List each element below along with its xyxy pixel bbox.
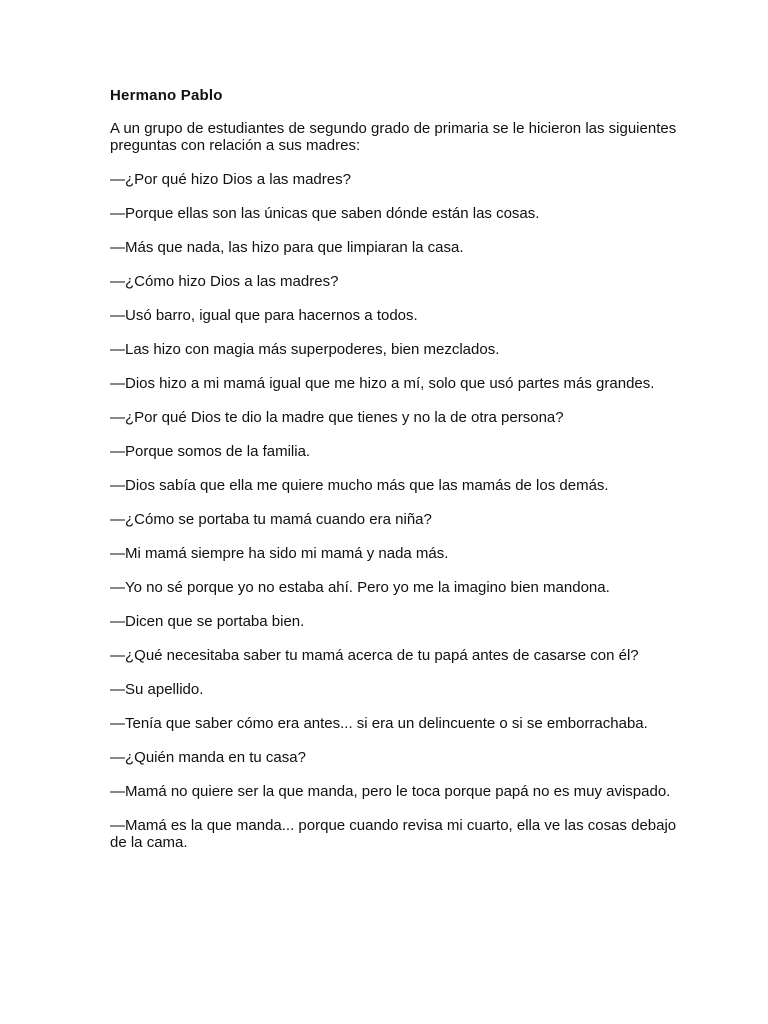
dialogue-line: —Mamá no quiere ser la que manda, pero le toca porque papá no es muy avispado. <box>110 783 671 800</box>
dialogue-line: —Yo no sé porque yo no estaba ahí. Pero yo me la imagino bien mandona. <box>110 579 610 596</box>
dialogue-line: —Porque ellas son las únicas que saben dónde están las cosas. <box>110 205 540 222</box>
dialogue-line: —Más que nada, las hizo para que limpiaran la casa. <box>110 239 464 256</box>
dialogue-line: —Usó barro, igual que para hacernos a todos. <box>110 307 418 324</box>
dialogue-line: —Mi mamá siempre ha sido mi mamá y nada más. <box>110 545 449 562</box>
dialogue-line: —Tenía que saber cómo era antes... si era un delincuente o si se emborrachaba. <box>110 715 648 732</box>
dialogue-line: —Dios sabía que ella me quiere mucho más que las mamás de los demás. <box>110 477 609 494</box>
dialogue-line: —Dicen que se portaba bien. <box>110 613 305 630</box>
dialogue-line: —¿Por qué Dios te dio la madre que tienes y no la de otra persona? <box>110 409 564 426</box>
dialogue-line: —¿Por qué hizo Dios a las madres? <box>110 171 351 188</box>
document-title: Hermano Pablo <box>110 87 223 104</box>
intro-paragraph: A un grupo de estudiantes de segundo grado de primaria se le hicieron las siguientes preguntas con relación a sus madres: <box>110 120 677 154</box>
dialogue-line: —¿Cómo se portaba tu mamá cuando era niña? <box>110 511 432 528</box>
dialogue-line: —Mamá es la que manda... porque cuando revisa mi cuarto, ella ve las cosas debajo de la cama. <box>110 817 677 851</box>
dialogue-line: —Las hizo con magia más superpoderes, bien mezclados. <box>110 341 500 358</box>
dialogue-line: —¿Qué necesitaba saber tu mamá acerca de tu papá antes de casarse con él? <box>110 647 639 664</box>
dialogue-line: —¿Quién manda en tu casa? <box>110 749 306 766</box>
dialogue-line: —Dios hizo a mi mamá igual que me hizo a mí, solo que usó partes más grandes. <box>110 375 655 392</box>
dialogue-line: —¿Cómo hizo Dios a las madres? <box>110 273 339 290</box>
dialogue-line: —Su apellido. <box>110 681 204 698</box>
dialogue-line: —Porque somos de la familia. <box>110 443 311 460</box>
